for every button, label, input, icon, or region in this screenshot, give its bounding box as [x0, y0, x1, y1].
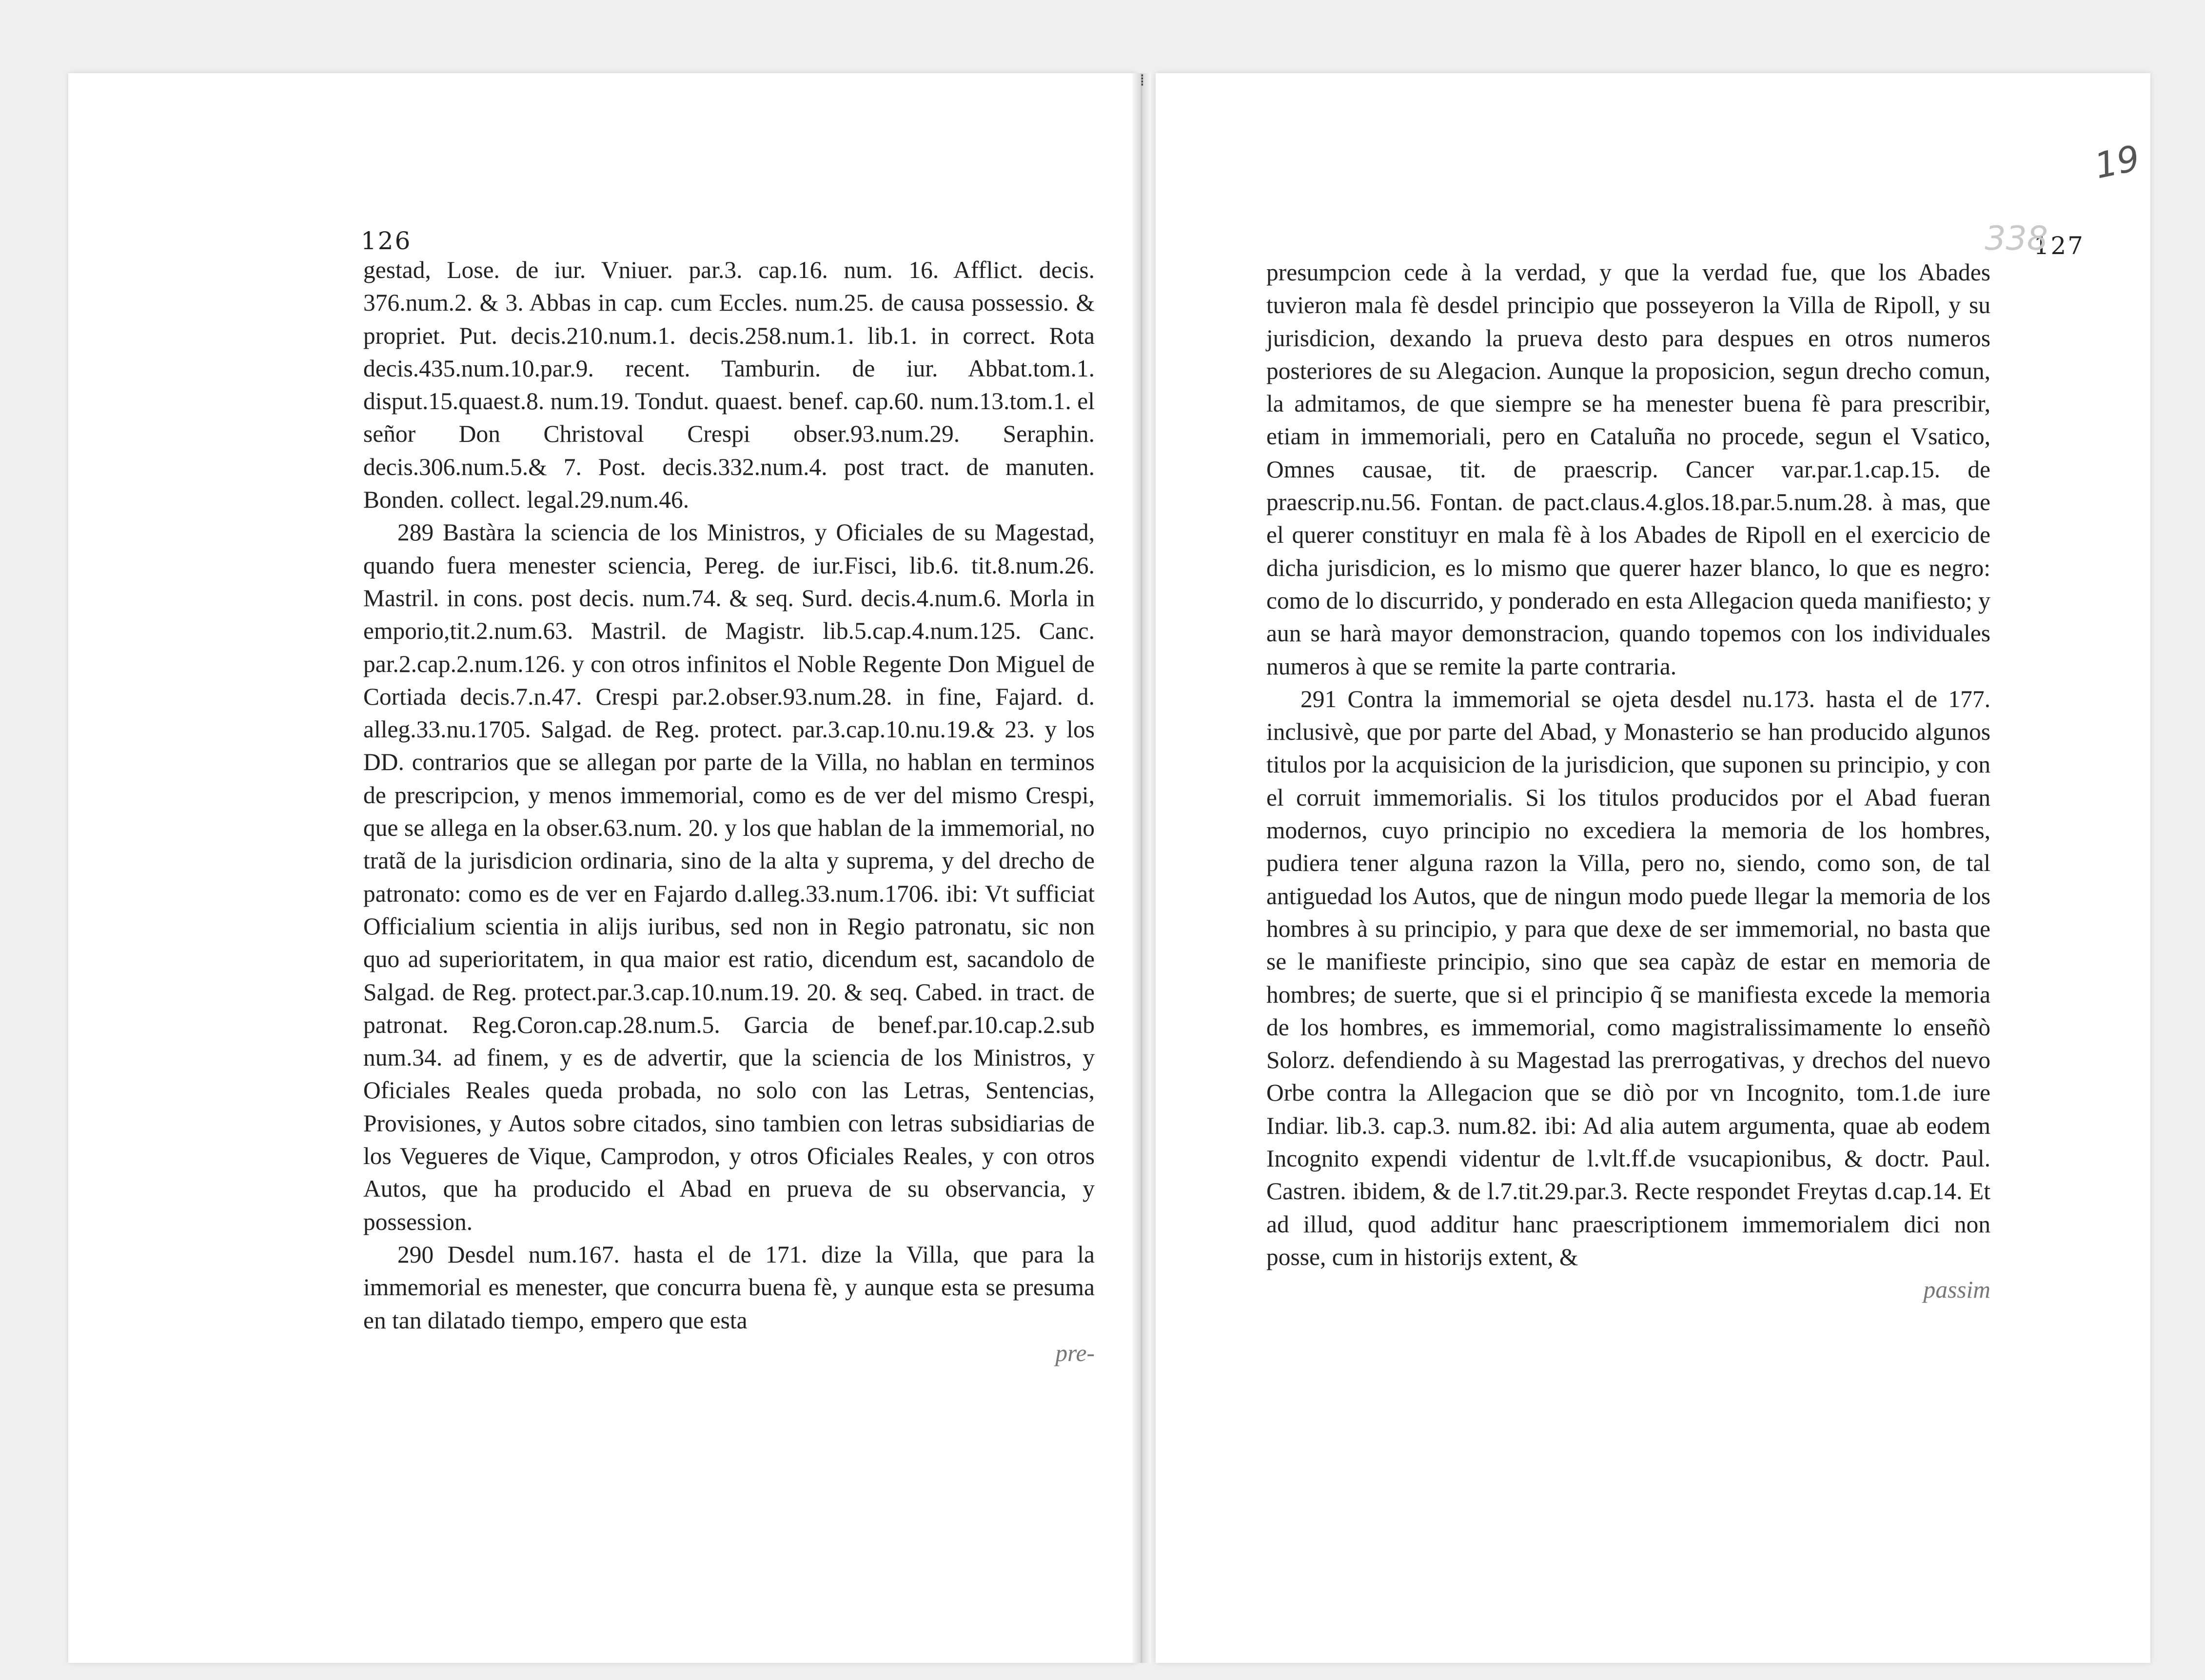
book-gutter	[1132, 73, 1151, 1663]
left-paragraph-289: 289 Bastàra la sciencia de los Ministros, y Oficiales de su Magestad, quando fuera menester sciencia, Pereg. de iur.Fisci, lib.6. tit.8.num.26. Mastril. in cons. post decis. num.74. & seq. Surd. decis.4.num.6. Morla in emporio,tit.2.num.63. Mastril. de Magistr. lib.5.cap.4.num.125. Canc. par.2.cap.2.num.126. y con otros infinitos el Noble Regente Don Miguel de Cortiada decis.7.n.47. Crespi par.2.obser.93.num.28. in fine, Fajard. d. alleg.33.nu.1705. Salgad. de Reg. protect. par.3.cap.10.nu.19.& 23. y los DD. contrarios que se allegan por parte de la Villa, no hablan en terminos de prescripcion, y menos immemorial, como es de ver del mismo Crespi, que se allega en la obser.63.num. 20. y los que hablan de la immemorial, no tratã de la jurisdicion ordinaria, sino de la alta y suprema, y del drecho de patronato: como es de ver en Fajardo d.alleg.33.num.1706. ibi: Vt sufficiat Officialium scientia in alijs iuribus, sed non in Regio patronatu, sic non quo ad superioritatem, in qua maior est ratio, dicendum est, sacandolo de Salgad. de Reg. protect.par.3.cap.10.num.19. 20. & seq. Cabed. in tract. de patronat. Reg.Coron.cap.28.num.5. Garcia de benef.par.10.cap.2.sub num.34. ad finem, y es de advertir, que la sciencia de los Ministros, y Oficiales Reales queda probada, no solo con las Letras, Sentencias, Provisiones, y Autos sobre citados, sino tambien con letras subsidiarias de los Vegueres de Vique, Camprodon, y otros Oficiales Reales, y con otros Autos, que ha producido el Abad en prueva de su observancia, y possession.	[363, 519, 1095, 1235]
left-page	[68, 73, 1136, 1663]
right-paragraph-1: presumpcion cede à la verdad, y que la verdad fue, que los Abades tuvieron mala fè desdel principio que posseyeron la Villa de Ripoll, y su jurisdicion, dexando la prueva desto para despues en otros numeros posteriores de su Alegacion. Aunque la proposicion, segun drecho comun, la admitamos, de que siempre se ha menester buena fè para prescribir, etiam in immemoriali, pero en Cataluña no procede, segun el Vsatico, Omnes causae, tit. de praescrip. Cancer var.par.1.cap.15. de praescrip.nu.56. Fontan. de pact.claus.4.glos.18.par.5.num.28. à mas, que el querer constituyr en mala fè à los Abades de Ripoll en el exercicio de dicha jurisdicion, es lo mismo que querer hazer blanco, lo que es negro: como de lo discurrido, y ponderado en esta Allegacion queda manifiesto; y aun se harà mayor demonstracion, quando topemos con los individuales numeros à que se remite la parte contraria.	[1266, 259, 1990, 680]
left-page-number: 126	[361, 227, 412, 255]
left-page-text	[363, 254, 1095, 1369]
pencil-folio-number: 338	[1985, 219, 2048, 258]
left-catchword: pre-	[1055, 1339, 1095, 1366]
right-paragraph-291: 291 Contra la immemorial se ojeta desdel nu.173. hasta el de 177. inclusivè, que por parte del Abad, y Monasterio se han producido algunos titulos por la acquisicion de la jurisdicion, que suponen su principio, y con el corruit immemorialis. Si los titulos producidos por el Abad fueran modernos, cuyo principio no excediera la memoria de los hombres, pudiera tener alguna razon la Villa, pero no, siendo, como son, de tal antiguedad los Autos, que de ningun modo puede llegar la memoria de los hombres à su principio, y para que dexe de ser immemorial, no basta que se le manifieste principio, sino que sea capàz de estar en memoria de hombres; de suerte, que si el principio q̃ se manifiesta excede la memoria de los hombres, es immemorial, como magistralissimamente lo enseñò Solorz. defendiendo à su Magestad las prerrogativas, y drechos del nuevo Orbe contra la Allegacion que se diò por vn Incognito, tom.1.de iure Indiar. lib.3. cap.3. num.82. ibi: Ad alia autem argumenta, quae ab eodem Incognito expendi videntur de l.vlt.ff.de vsucapionibus, & doctr. Paul. Castren. ibidem, & de l.7.tit.29.par.3. Recte respondet Freytas d.cap.14. Et ad illud, quod additur hanc praescriptionem immemorialem dici non posse, cum in historijs extent, &	[1266, 685, 1990, 1270]
left-paragraph-1: gestad, Lose. de iur. Vniuer. par.3. cap.16. num. 16. Afflict. decis. 376.num.2. & 3. Abbas in cap. cum Eccles. num.25. de causa possessio. & propriet. Put. decis.210.num.1. decis.258.num.1. lib.1. in correct. Rota decis.435.num.10.par.9. recent. Tamburin. de iur. Abbat.tom.1. disput.15.quaest.8. num.19. Tondut. quaest. benef. cap.60. num.13.tom.1. el señor Don Christoval Crespi obser.93.num.29. Seraphin. decis.306.num.5.& 7. Post. decis.332.num.4. post tract. de manuten. Bonden. collect. legal.29.num.46.	[363, 257, 1095, 514]
handwritten-folio-number: 19	[2091, 137, 2144, 187]
right-page	[1156, 73, 2150, 1663]
binding-stitch-mark: ⁞	[1140, 71, 1145, 90]
right-page-text	[1266, 256, 1990, 1306]
right-catchword: passim	[1923, 1276, 1990, 1304]
right-page-number: 127	[2033, 232, 2085, 260]
left-paragraph-290: 290 Desdel num.167. hasta el de 171. dize la Villa, que para la immemorial es menester, que concurra buena fè, y aunque esta se presuma en tan dilatado tiempo, empero que esta	[363, 1241, 1095, 1334]
